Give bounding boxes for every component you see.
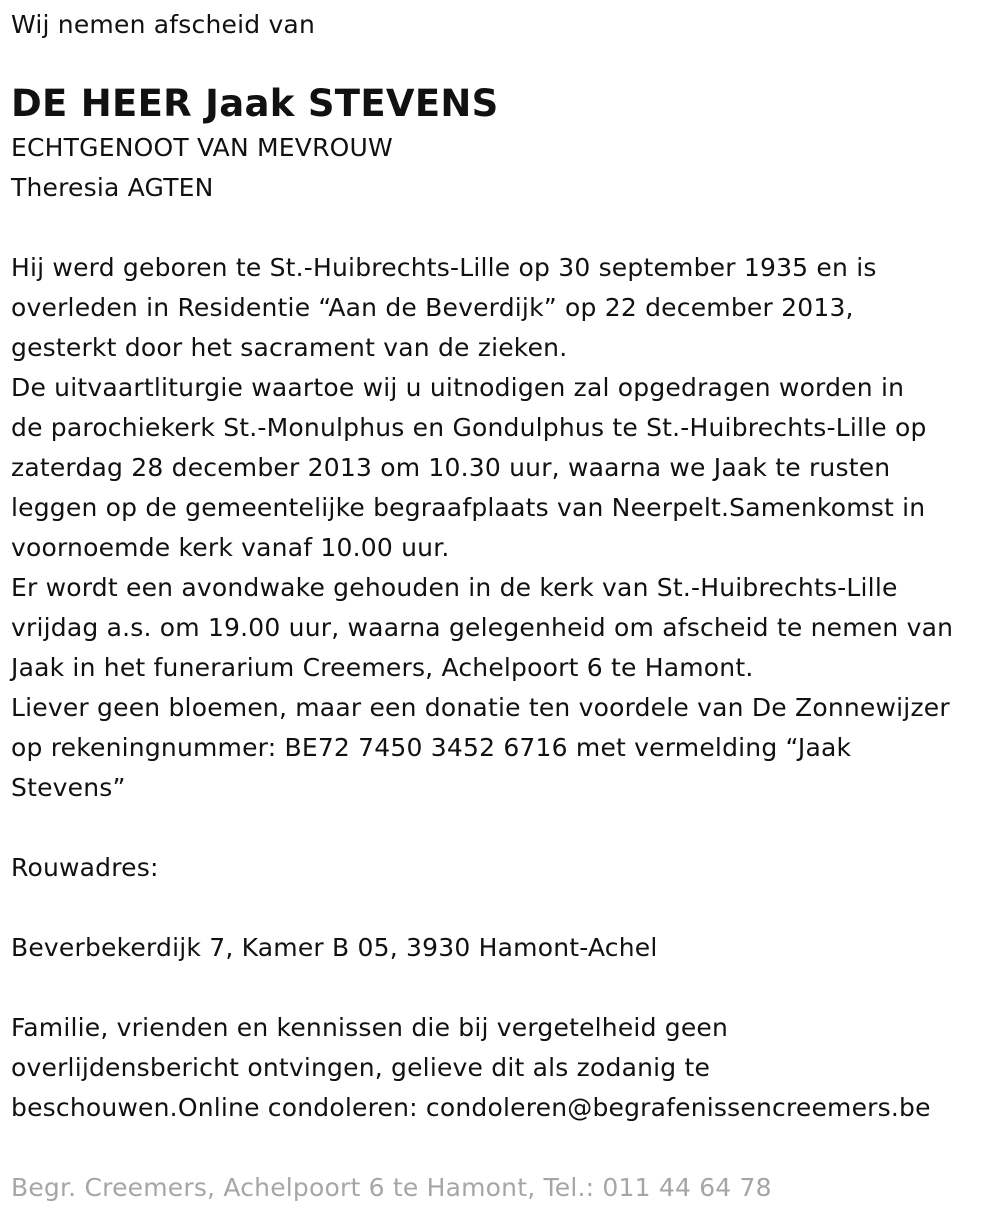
- body-line: Hij werd geboren te St.-Huibrechts-Lille op 30 september 1935 en is: [11, 253, 877, 282]
- spouse-name: Theresia AGTEN: [11, 173, 214, 202]
- body-line: Jaak in het funerarium Creemers, Achelpoort 6 te Hamont.: [11, 653, 754, 682]
- body-line: Stevens”: [11, 773, 126, 802]
- body-line: voornoemde kerk vanaf 10.00 uur.: [11, 533, 450, 562]
- body-line: leggen op de gemeentelijke begraafplaats van Neerpelt.Samenkomst in: [11, 493, 926, 522]
- spouse-block: [11, 128, 993, 208]
- intro-text: Wij nemen afscheid van: [11, 10, 315, 39]
- announcement-body: [11, 248, 993, 808]
- notice-line: Familie, vrienden en kennissen die bij vergetelheid geen: [11, 1013, 729, 1042]
- body-line: op rekeningnummer: BE72 7450 3452 6716 met vermelding “Jaak: [11, 733, 852, 762]
- notice-line: overlijdensbericht ontvingen, gelieve dit als zodanig te: [11, 1053, 711, 1082]
- body-line: gesterkt door het sacrament van de zieken.: [11, 333, 568, 362]
- deceased-name: DE HEER Jaak STEVENS: [11, 82, 499, 125]
- funeral-home-footer: Begr. Creemers, Achelpoort 6 te Hamont, Tel.: 011 44 64 78: [11, 1173, 772, 1202]
- body-line: Liever geen bloemen, maar een donatie ten voordele van De Zonnewijzer: [11, 693, 950, 722]
- address-label: Rouwadres:: [11, 853, 159, 882]
- body-line: de parochiekerk St.-Monulphus en Gondulphus te St.-Huibrechts-Lille op: [11, 413, 927, 442]
- relation-text: ECHTGENOOT VAN MEVROUW: [11, 133, 393, 162]
- body-line: vrijdag a.s. om 19.00 uur, waarna gelegenheid om afscheid te nemen van: [11, 613, 954, 642]
- mourning-address: Beverbekerdijk 7, Kamer B 05, 3930 Hamont-Achel: [11, 933, 658, 962]
- body-line: overleden in Residentie “Aan de Beverdijk” op 22 december 2013,: [11, 293, 854, 322]
- condolence-notice: [11, 1008, 993, 1128]
- notice-line: beschouwen.Online condoleren: condoleren@begrafenissencreemers.be: [11, 1093, 931, 1122]
- obituary-notice: [11, 0, 993, 1208]
- body-line: Er wordt een avondwake gehouden in de kerk van St.-Huibrechts-Lille: [11, 573, 898, 602]
- body-line: zaterdag 28 december 2013 om 10.30 uur, waarna we Jaak te rusten: [11, 453, 891, 482]
- body-line: De uitvaartliturgie waartoe wij u uitnodigen zal opgedragen worden in: [11, 373, 905, 402]
